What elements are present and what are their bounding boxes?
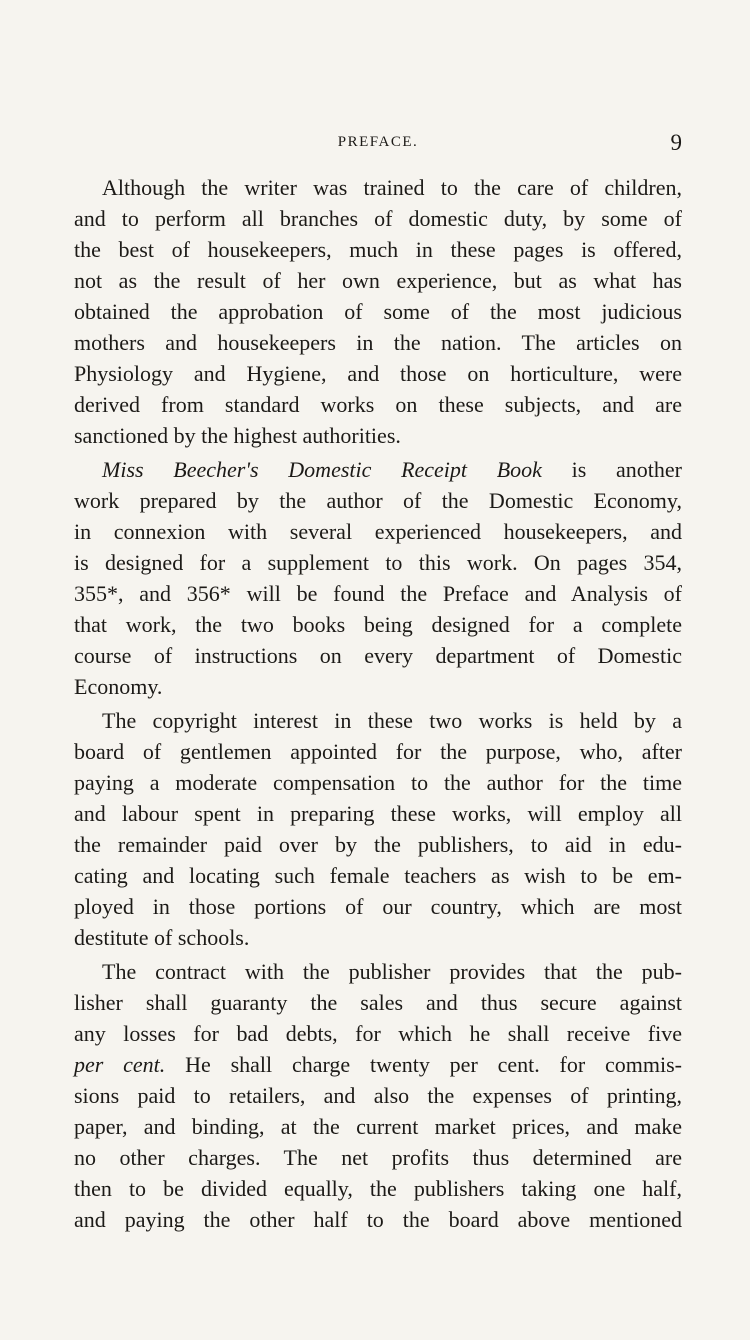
text-line: is designed for a supplement to this work. On pages 354, bbox=[74, 550, 682, 575]
text-line: mothers and housekeepers in the nation. The articles on bbox=[74, 330, 682, 355]
running-head: PREFACE. bbox=[337, 134, 419, 150]
paragraph-3 bbox=[74, 705, 682, 953]
text-line: sanctioned by the highest authorities. bbox=[74, 423, 401, 448]
text-line: in connexion with several experienced housekeepers, and bbox=[74, 519, 682, 544]
text-line: and paying the other half to the board above mentioned bbox=[74, 1207, 682, 1232]
text-line: derived from standard works on these subjects, and are bbox=[74, 392, 682, 417]
text-line: The contract with the publisher provides that the pub- bbox=[102, 959, 682, 984]
text-line: work prepared by the author of the Domestic Economy, bbox=[74, 488, 682, 513]
text-line: then to be divided equally, the publishers taking one half, bbox=[74, 1176, 682, 1201]
page-number: 9 bbox=[670, 130, 682, 155]
text-line: obtained the approbation of some of the most judicious bbox=[74, 299, 682, 324]
text-line: 355*, and 356* will be found the Preface and Analysis of bbox=[74, 581, 682, 606]
text-line: sions paid to retailers, and also the expenses of printing, bbox=[74, 1083, 682, 1108]
text-line bbox=[74, 1049, 682, 1080]
per-cent-italic: per cent. bbox=[74, 1052, 166, 1077]
text-line: Economy. bbox=[74, 674, 163, 699]
text-line: not as the result of her own experience, but as what has bbox=[74, 268, 682, 293]
paragraph-4 bbox=[74, 956, 682, 1235]
text-fragment: is another bbox=[541, 457, 682, 482]
text-line: board of gentlemen appointed for the purpose, who, after bbox=[74, 739, 682, 764]
text-line: paying a moderate compensation to the author for the time bbox=[74, 770, 682, 795]
text-line: The copyright interest in these two works is held by a bbox=[102, 708, 682, 733]
paragraph-2 bbox=[74, 454, 682, 702]
body-text bbox=[74, 172, 682, 1238]
text-line: the remainder paid over by the publishers, to aid in edu- bbox=[74, 832, 682, 857]
text-fragment: He shall charge twenty per cent. for commis- bbox=[165, 1052, 683, 1077]
text-line bbox=[74, 454, 682, 485]
text-line: paper, and binding, at the current market prices, and make bbox=[74, 1114, 682, 1139]
text-line: cating and locating such female teachers as wish to be em- bbox=[74, 863, 682, 888]
text-line: destitute of schools. bbox=[74, 925, 250, 950]
text-line: and labour spent in preparing these works, will employ all bbox=[74, 801, 682, 826]
text-line: lisher shall guaranty the sales and thus secure against bbox=[74, 990, 682, 1015]
page-header bbox=[74, 130, 682, 160]
text-line: that work, the two books being designed for a complete bbox=[74, 612, 682, 637]
text-line: no other charges. The net profits thus determined are bbox=[74, 1145, 682, 1170]
book-title-italic: Miss Beecher's Domestic Receipt Book bbox=[102, 457, 542, 482]
text-line: and to perform all branches of domestic duty, by some of bbox=[74, 206, 682, 231]
text-line: Physiology and Hygiene, and those on horticulture, were bbox=[74, 361, 682, 386]
text-line: Although the writer was trained to the care of children, bbox=[102, 175, 682, 200]
text-line: course of instructions on every department of Domestic bbox=[74, 643, 682, 668]
text-line: any losses for bad debts, for which he shall receive five bbox=[74, 1021, 682, 1046]
paragraph-1 bbox=[74, 172, 682, 451]
text-line: ployed in those portions of our country, which are most bbox=[74, 894, 682, 919]
text-line: the best of housekeepers, much in these pages is offered, bbox=[74, 237, 682, 262]
